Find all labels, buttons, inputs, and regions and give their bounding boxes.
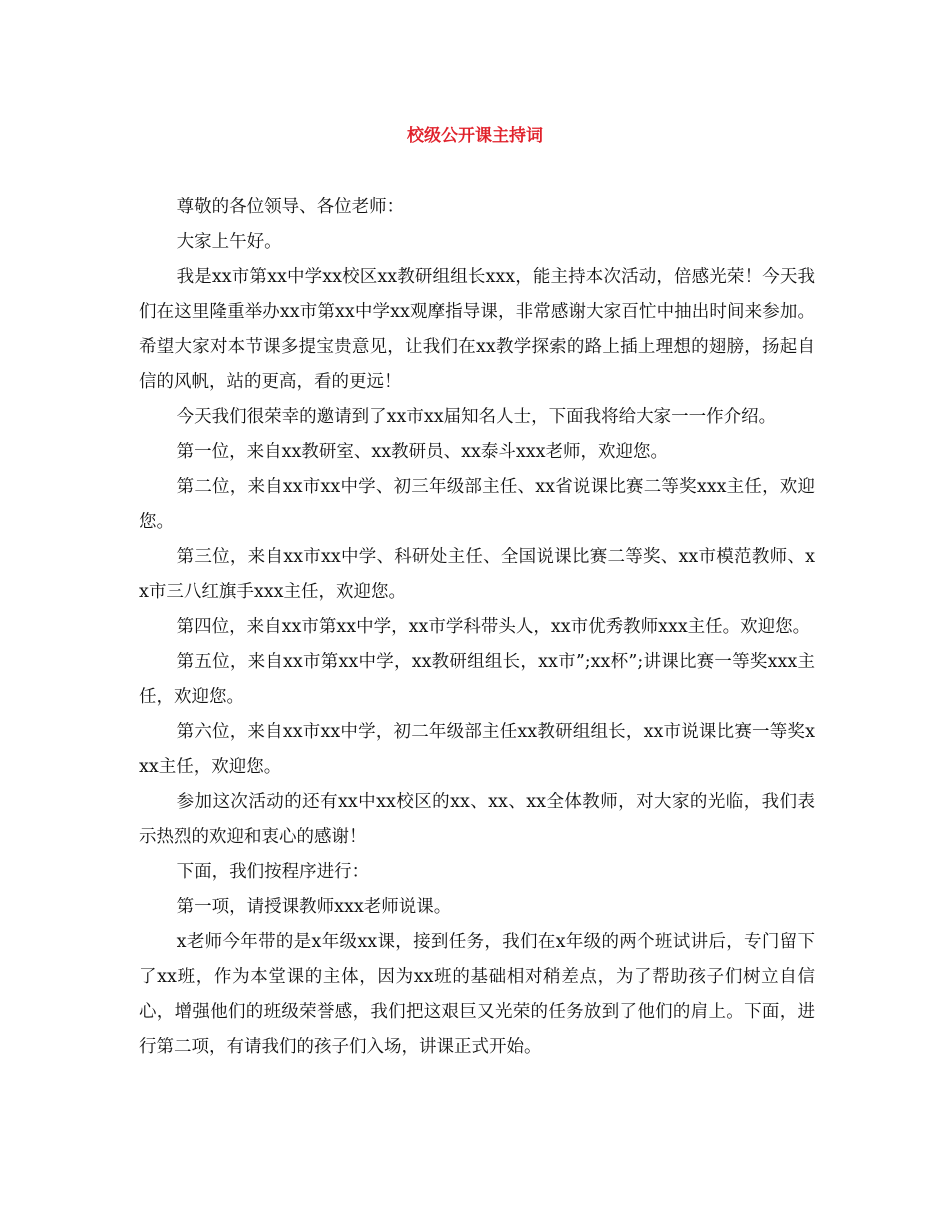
paragraph-attendees: 参加这次活动的还有xx中xx校区的xx、xx、xx全体教师，对大家的光临，我们表示热烈的欢迎和衷心的感谢！ [139, 792, 815, 847]
paragraph-guest-5: 第五位，来自xx市第xx中学，xx教研组组长，xx市”;xx杯”;讲课比赛一等奖xxx主任，欢迎您。 [139, 652, 815, 707]
document-title: 校级公开课主持词 [407, 126, 543, 146]
paragraph-guests-intro: 今天我们很荣幸的邀请到了xx市xx届知名人士，下面我将给大家一一作介绍。 [176, 407, 777, 427]
document-body [139, 190, 815, 1065]
paragraph-guest-4: 第四位，来自xx市第xx中学，xx市学科带头人，xx市优秀教师xxx主任。欢迎您。 [176, 617, 811, 637]
paragraph-guest-1: 第一位，来自xx教研室、xx教研员、xx泰斗xxx老师，欢迎您。 [176, 442, 668, 462]
paragraph-guest-6: 第六位，来自xx市xx中学，初二年级部主任xx教研组组长，xx市说课比赛一等奖xxx主任，欢迎您。 [139, 722, 815, 777]
paragraph-intro: 我是xx市第xx中学xx校区xx教研组组长xxx，能主持本次活动，倍感光荣！今天我们在这里隆重举办xx市第xx中学xx观摩指导课，非常感谢大家百忙中抽出时间来参加。希望大家对本节课多提宝贵意见，让我们在xx教学探索的路上插上理想的翅膀，扬起自信的风帆，站的更高，看的更远！ [139, 267, 815, 392]
paragraph-guest-3: 第三位，来自xx市xx中学、科研处主任、全国说课比赛二等奖、xx市模范教师、xx市三八红旗手xxx主任，欢迎您。 [139, 547, 815, 602]
paragraph-greeting: 大家上午好。 [176, 232, 282, 252]
paragraph-class-intro: x老师今年带的是x年级xx课，接到任务，我们在x年级的两个班试讲后，专门留下了xx班，作为本堂课的主体，因为xx班的基础相对稍差点，为了帮助孩子们树立自信心，增强他们的班级荣誉感，我们把这艰巨又光荣的任务放到了他们的肩上。下面，进行第二项，有请我们的孩子们入场，讲课正式开始。 [139, 932, 815, 1057]
paragraph-procedure: 下面，我们按程序进行： [176, 862, 370, 882]
paragraph-item-1: 第一项，请授课教师xxx老师说课。 [176, 897, 452, 917]
paragraph-guest-2: 第二位，来自xx市xx中学、初三年级部主任、xx省说课比赛二等奖xxx主任，欢迎您。 [139, 477, 815, 532]
paragraph-salutation: 尊敬的各位领导、各位老师： [176, 197, 405, 217]
